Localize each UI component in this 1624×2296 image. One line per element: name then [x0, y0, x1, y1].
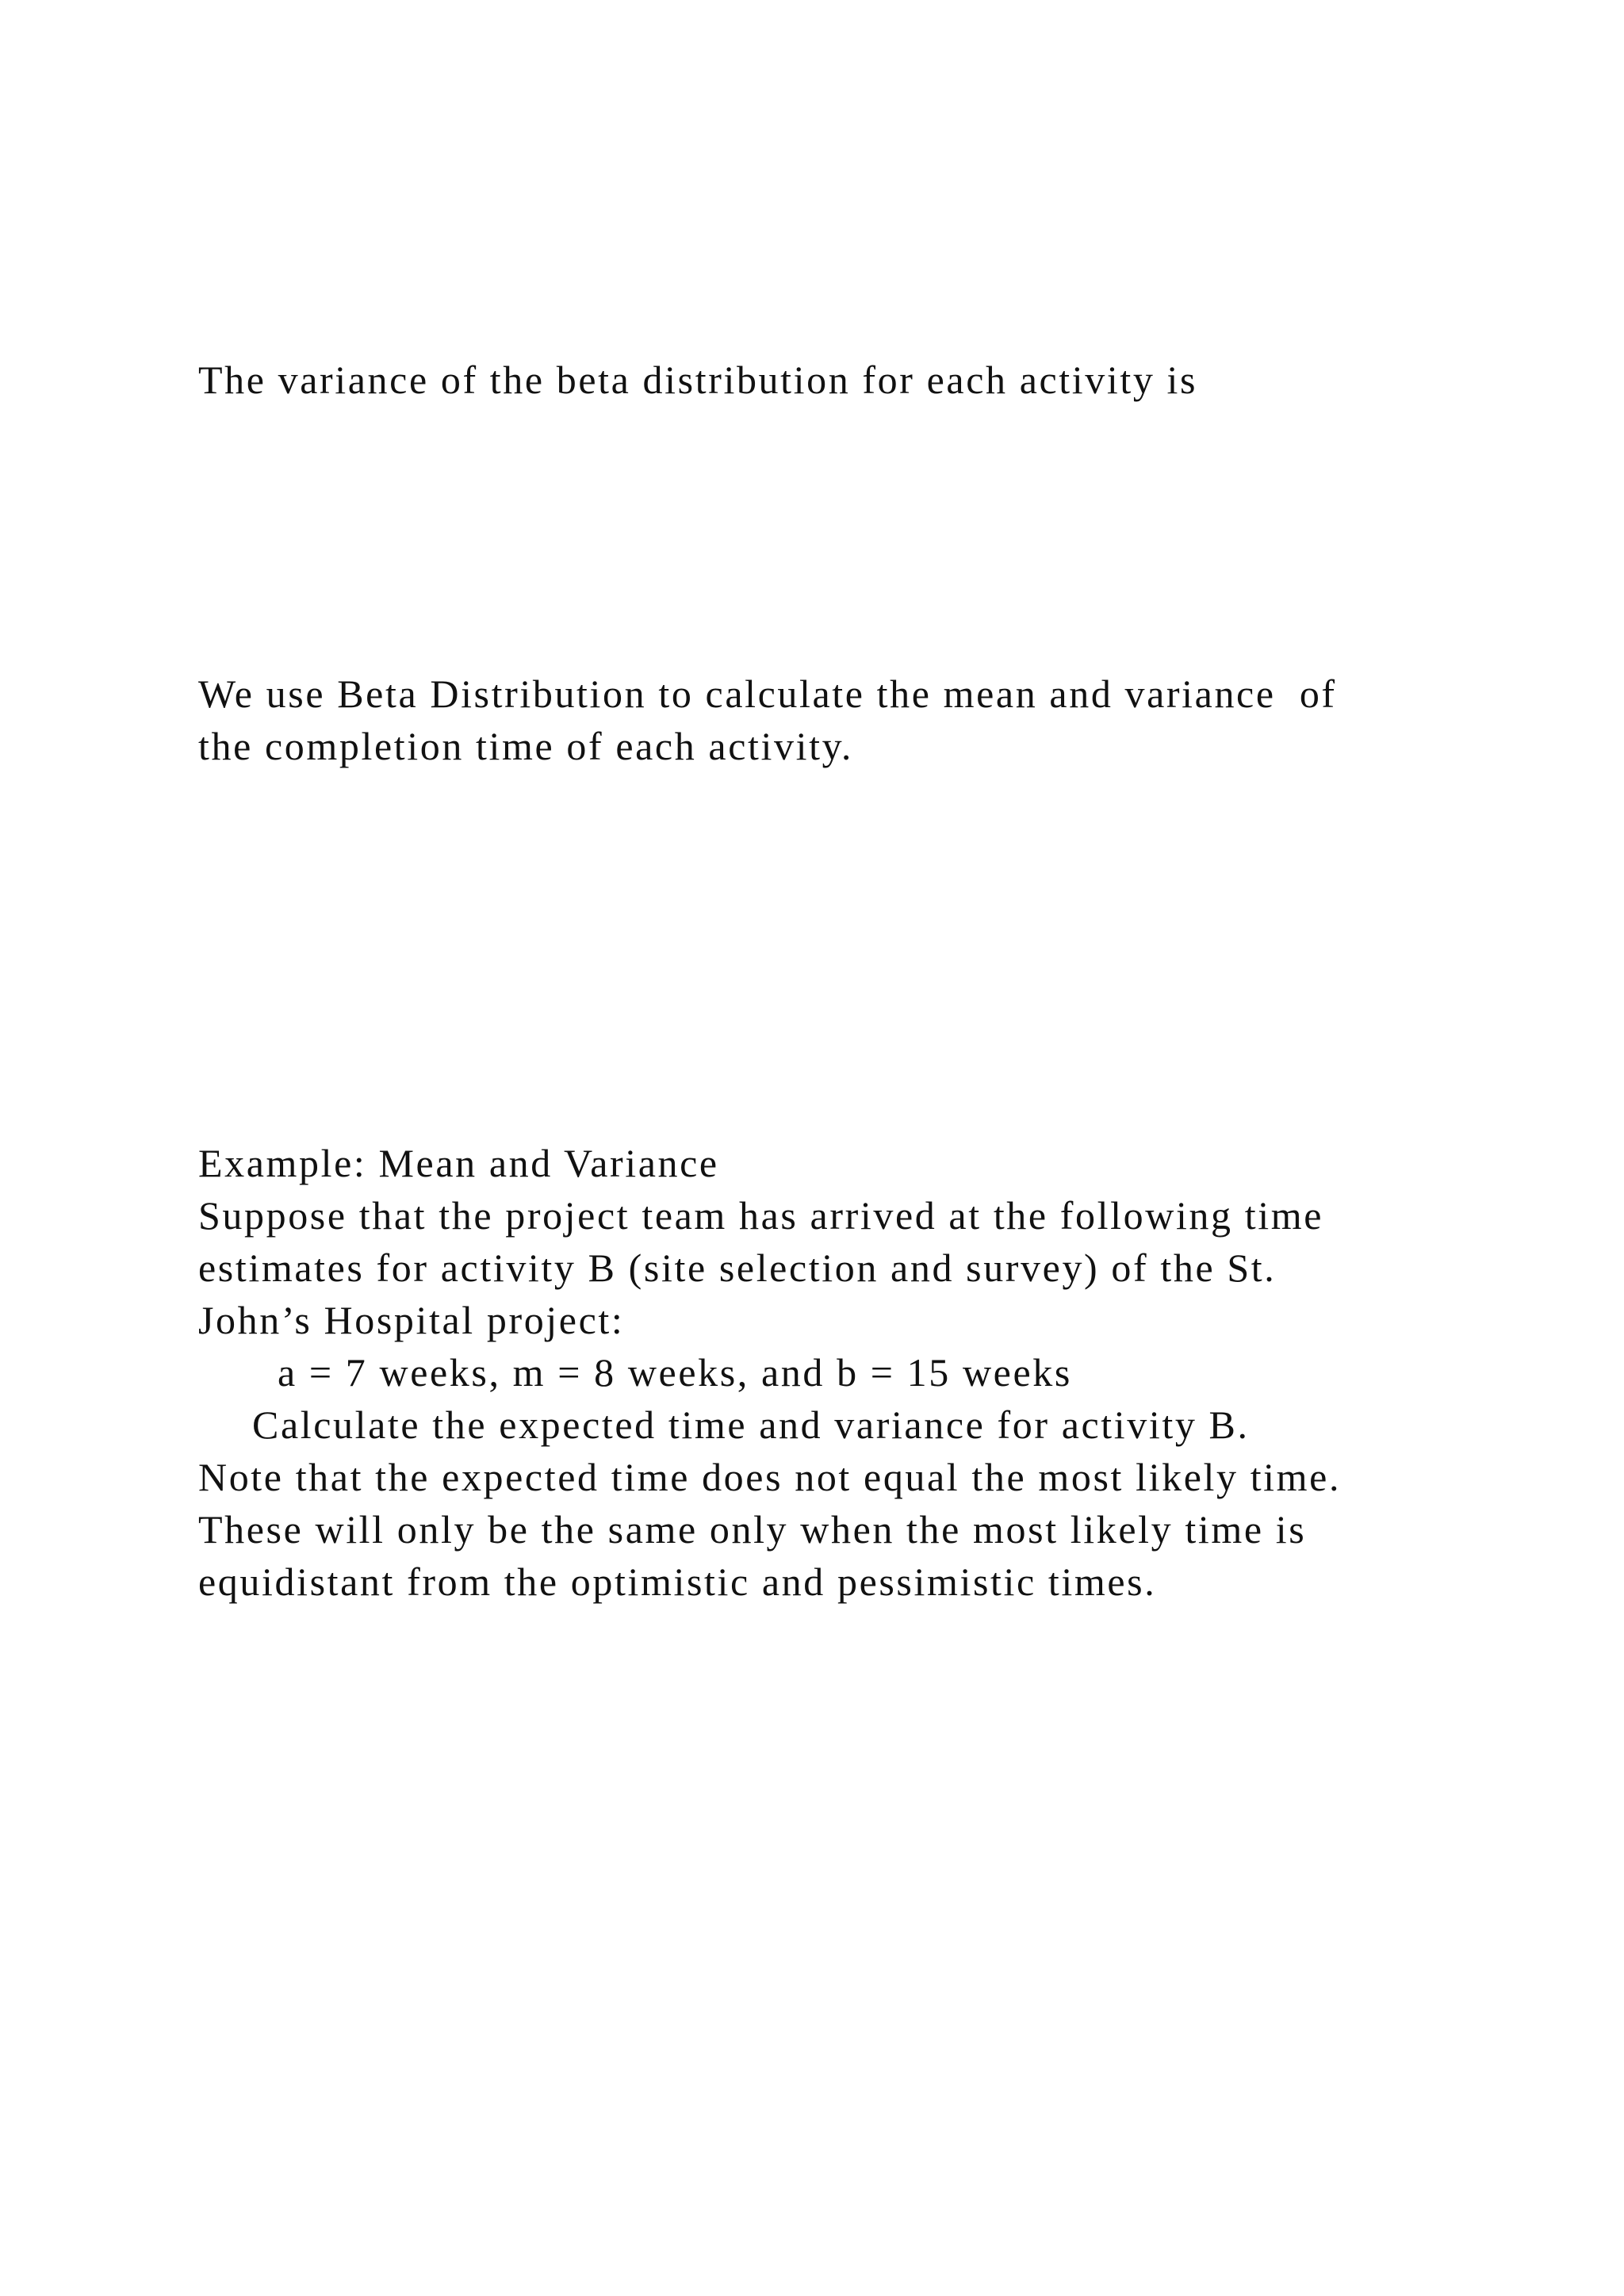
- example-note-line-2: These will only be the same only when the most likely time is: [198, 1507, 1307, 1552]
- beta-usage-line-1: We use Beta Distribution to calculate the mean and variance of: [198, 672, 1337, 716]
- beta-usage-line-2: the completion time of each activity.: [198, 724, 854, 768]
- beta-variance-heading: The variance of the beta distribution for each activity is: [198, 358, 1198, 402]
- example-title: Example: Mean and Variance: [198, 1141, 719, 1185]
- example-problem-line-1: Suppose that the project team has arrived at the following time: [198, 1193, 1323, 1238]
- example-note-line-3: equidistant from the optimistic and pessimistic times.: [198, 1559, 1157, 1604]
- example-problem-line-2: estimates for activity B (site selection and survey) of the St.: [198, 1246, 1277, 1290]
- example-estimates: a = 7 weeks, m = 8 weeks, and b = 15 weeks: [278, 1350, 1072, 1395]
- example-problem-line-3: John’s Hospital project:: [198, 1298, 625, 1342]
- example-task: Calculate the expected time and variance for activity B.: [252, 1402, 1250, 1447]
- example-note-line-1: Note that the expected time does not equal the most likely time.: [198, 1455, 1342, 1499]
